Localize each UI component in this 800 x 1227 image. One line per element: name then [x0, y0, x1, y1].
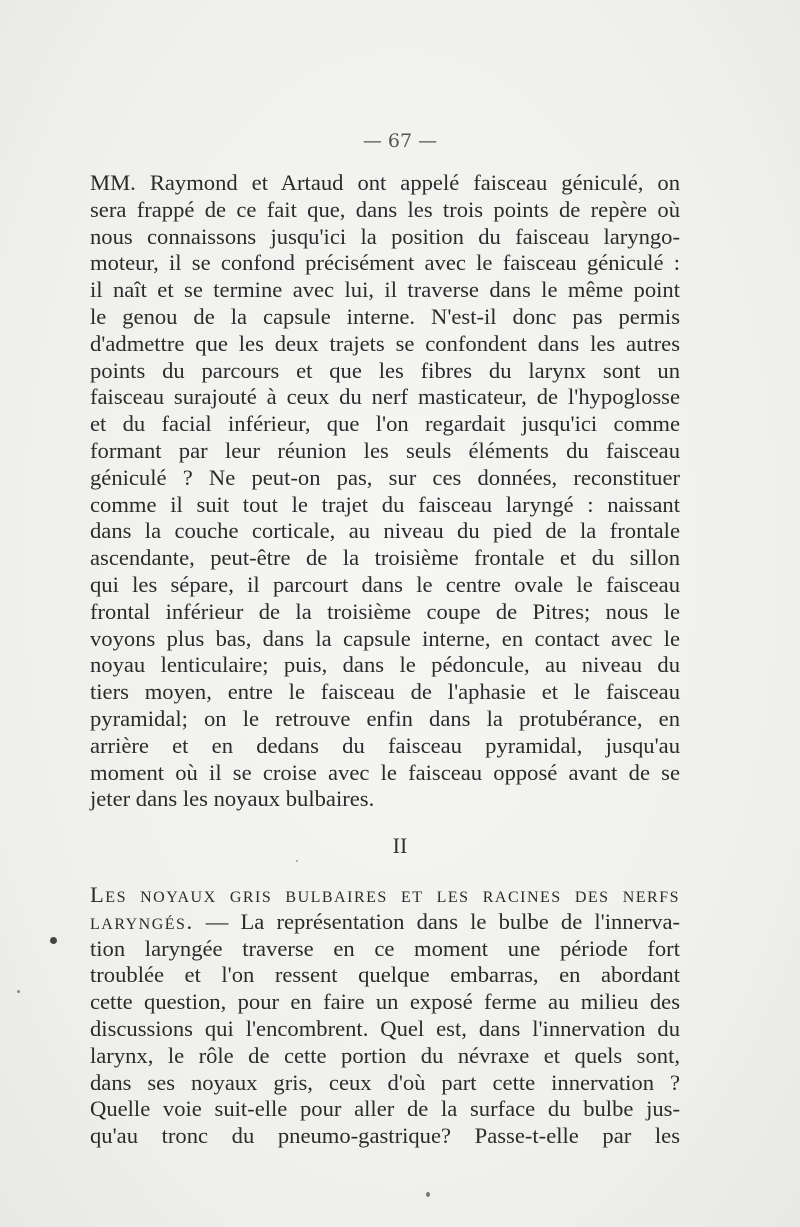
ink-speck [17, 990, 20, 993]
text-line: géniculé ? Ne peut-on pas, sur ces données, reconstituer [90, 464, 680, 490]
text-line: d'admettre que les deux trajets se confondent dans les autres [90, 330, 680, 356]
text-line: pyramidal; on le retrouve enfin dans la protubérance, en [90, 705, 680, 731]
text-line: qu'au tronc du pneumo-gastrique? Passe-t-elle par les [90, 1123, 680, 1149]
text-line: points du parcours et que les fibres du larynx sont un [90, 357, 680, 383]
text-line: dans ses noyaux gris, ceux d'où part cette innervation ? [90, 1069, 680, 1095]
text-line: formant par leur réunion les seuls éléments du faisceau [90, 437, 680, 463]
section-heading-end: laryngés. [90, 908, 194, 934]
text-line: dans la couche corticale, au niveau du pied de la frontale [90, 518, 680, 544]
text-line: et du facial inférieur, que l'on regardait jusqu'ici comme [90, 411, 680, 437]
page-number: — 67 — [362, 130, 438, 152]
text-line: jeter dans les noyaux bulbaires. [90, 786, 375, 812]
text-line: tiers moyen, entre le faisceau de l'aphasie et le faisceau [90, 679, 680, 705]
text-line: tion laryngée traverse en ce moment une période fort [90, 935, 680, 961]
text-line: Quelle voie suit-elle pour aller de la surface du bulbe jus- [90, 1096, 680, 1122]
text-line: le genou de la capsule interne. N'est-il donc pas permis [90, 303, 680, 329]
text-line: frontal inférieur de la troisième coupe de Pitres; nous le [90, 598, 680, 624]
section-heading: Les noyaux gris bulbaires et les racines des nerfs [90, 882, 680, 907]
ink-speck [296, 860, 298, 862]
text-line-rest: — La représentation dans le bulbe de l'innerva- [193, 908, 680, 934]
ink-speck [50, 937, 57, 944]
section-heading-line [90, 882, 680, 909]
text-line: faisceau surajouté à ceux du nerf masticateur, de l'hypoglosse [90, 384, 680, 410]
text-line: sera frappé de ce fait que, dans les trois points de repère où [90, 196, 680, 222]
text-line: MM. Raymond et Artaud ont appelé faisceau géniculé, on [90, 170, 680, 195]
text-line: moteur, il se confond précisément avec le faisceau géniculé : [90, 250, 680, 276]
text-line: cette question, pour en faire un exposé ferme au milieu des [90, 989, 680, 1015]
paragraph-2 [90, 882, 680, 1150]
text-line: ascendante, peut-être de la troisième frontale et du sillon [90, 545, 680, 571]
text-line: il naît et se termine avec lui, il traverse dans le même point [90, 277, 680, 303]
text-line: qui les sépare, il parcourt dans le centre ovale le faisceau [90, 571, 680, 597]
text-line: troublée et l'on ressent quelque embarras, en abordant [90, 962, 680, 988]
section-numeral: II [392, 833, 408, 858]
text-line: arrière et en dedans du faisceau pyramidal, jusqu'au [90, 732, 680, 758]
text-line: noyau lenticulaire; puis, dans le pédoncule, au niveau du [90, 652, 680, 678]
text-line: moment où il se croise avec le faisceau opposé avant de se [90, 759, 680, 785]
text-line: discussions qui l'encombrent. Quel est, dans l'innervation du [90, 1015, 680, 1041]
text-line: comme il suit tout le trajet du faisceau laryngé : naissant [90, 491, 680, 517]
text-line: nous connaissons jusqu'ici la position du faisceau laryngo- [90, 223, 680, 249]
paragraph-1 [90, 170, 680, 813]
text-line: larynx, le rôle de cette portion du névraxe et quels sont, [90, 1042, 680, 1068]
text-line [90, 909, 680, 936]
ink-speck [426, 1192, 430, 1197]
text-line: voyons plus bas, dans la capsule interne, en contact avec le [90, 625, 680, 651]
